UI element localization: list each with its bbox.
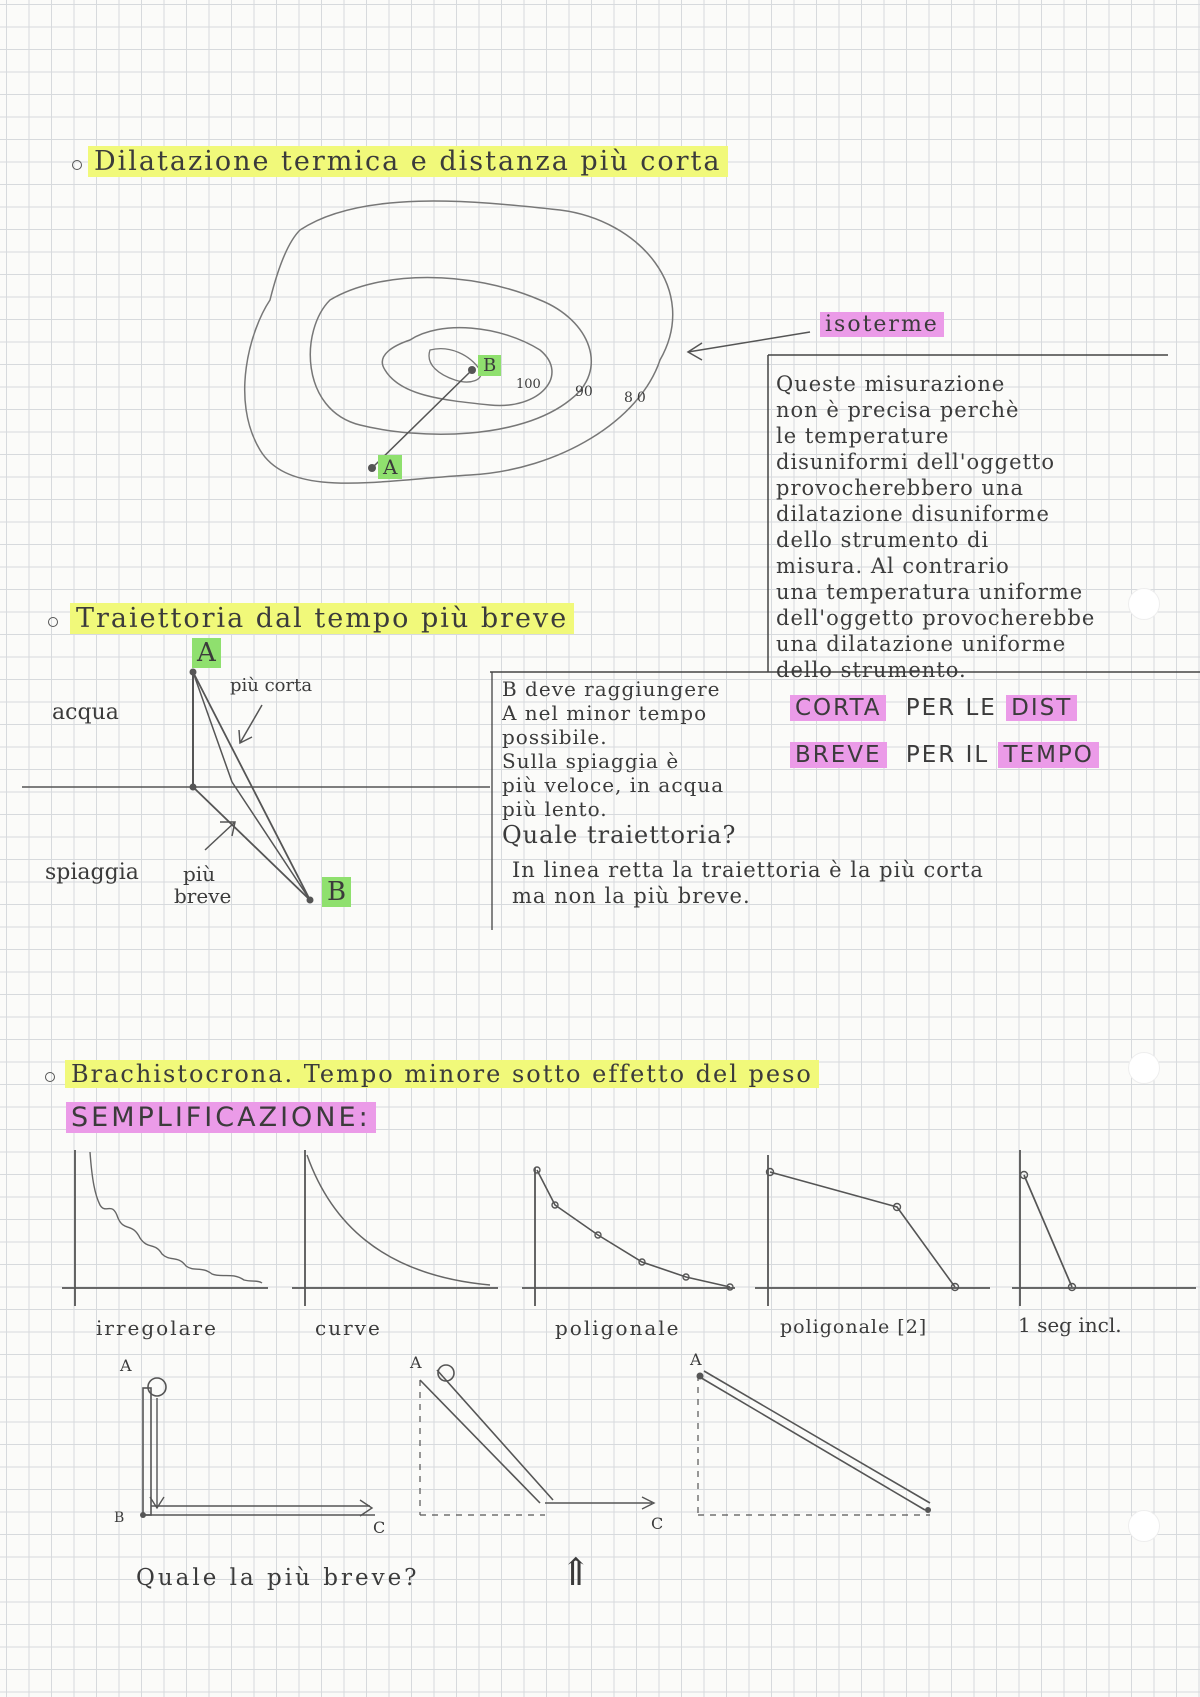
ramp-2-c: C — [651, 1514, 664, 1533]
tag-per-le: PER LE — [905, 695, 997, 721]
curve-single-segment — [1024, 1175, 1072, 1287]
ramp-1-ball — [148, 1378, 166, 1396]
ramp-1-vertical — [143, 1388, 151, 1515]
note-line: le temperature — [776, 424, 950, 448]
isoterme-arrow — [688, 332, 810, 352]
note-line: misura. Al contrario — [776, 554, 1010, 578]
tag-dist: DIST — [1006, 695, 1077, 721]
tag-tempo: TEMPO — [998, 742, 1098, 768]
label-piu: più — [183, 862, 216, 886]
note-line: una dilatazione uniforme — [776, 632, 1067, 656]
note-line: non è precisa perchè — [776, 398, 1020, 422]
isotherm-80 — [245, 201, 673, 483]
label-acqua: acqua — [52, 700, 119, 725]
iso-label-100: 100 — [516, 377, 541, 392]
curve-polygonal-2 — [770, 1172, 955, 1287]
binder-hole — [1128, 1052, 1160, 1084]
trajectory-text — [502, 677, 736, 849]
bullet-icon — [45, 1072, 55, 1082]
traj-point-b: B — [322, 877, 351, 907]
path-mid — [193, 672, 232, 782]
segment-ab — [372, 370, 472, 468]
tag-corta: CORTA — [790, 695, 886, 721]
traj-line: Quale traiettoria? — [502, 821, 737, 849]
ramp-1-a: A — [120, 1356, 132, 1375]
graph-label-poligonale-2: poligonale [2] — [780, 1316, 928, 1338]
traj-line: B deve raggiungere — [502, 677, 721, 701]
note-line: provocherebbero una — [776, 476, 1025, 500]
note-line: dell'oggetto provocherebbe — [776, 606, 1096, 630]
graph-label-irregolare: irregolare — [96, 1316, 218, 1340]
iso-label-90: 90 — [575, 384, 593, 400]
traj-line: Sulla spiaggia è — [502, 749, 680, 773]
point-a-dot — [368, 464, 376, 472]
curve-irregular — [90, 1152, 262, 1283]
note-line: Queste misurazione — [776, 372, 1006, 396]
note-line: dilatazione disuniforme — [776, 502, 1050, 526]
ramp-2-a: A — [410, 1353, 422, 1372]
point-b-label: B — [478, 355, 501, 376]
traj-line: più lento. — [502, 797, 608, 821]
heading-brachistocrone — [65, 1060, 819, 1088]
traj-line: più veloce, in acqua — [502, 773, 725, 797]
bullet-icon — [48, 617, 58, 627]
note-line: una temperatura uniforme — [776, 580, 1084, 604]
tag-row-2 — [790, 742, 1099, 768]
note-line: dello strumento di — [776, 528, 990, 552]
subheading-semplificazione: SEMPLIFICAZIONE: — [66, 1102, 376, 1133]
label-breve: breve — [174, 884, 232, 908]
graph-label-curve: curve — [315, 1316, 382, 1340]
traj-point-a: A — [192, 638, 221, 668]
ramp-1-b: B — [114, 1510, 125, 1526]
heading-trajectory: Traiettoria dal tempo più breve — [70, 603, 574, 634]
isotherm-100 — [382, 328, 552, 406]
binder-hole — [1128, 588, 1160, 620]
heading-brachi-1: Brachistocrona — [71, 1060, 285, 1088]
ramp-1-c: C — [373, 1518, 386, 1537]
traj-conclusion-1: In linea retta la traiettoria è la più corta — [512, 858, 984, 882]
tag-breve: BREVE — [790, 742, 887, 768]
label-spiaggia: spiaggia — [45, 860, 139, 885]
point-a-label: A — [378, 455, 402, 479]
tag-row-1 — [790, 695, 1077, 721]
arrow-piu-breve — [205, 822, 235, 850]
note-line: disuniformi dell'oggetto — [776, 450, 1056, 474]
isotherm-90 — [310, 278, 591, 435]
answer-arrow-icon: ⇑ — [560, 1550, 592, 1594]
path-mid2 — [232, 782, 310, 900]
graph-label-poligonale: poligonale — [555, 1316, 681, 1340]
heading-thermal: Dilatazione termica e distanza più corta — [88, 146, 728, 177]
curve-polygonal — [537, 1170, 730, 1287]
curve-smooth — [307, 1155, 490, 1285]
label-piu-corta: più corta — [230, 675, 313, 696]
isoterme-label: isoterme — [820, 312, 944, 337]
isotherm-core — [429, 349, 481, 382]
traj-line: possibile. — [502, 725, 608, 749]
point-b-dot — [468, 366, 476, 374]
question-text: Quale la più breve? — [136, 1565, 420, 1591]
note-box — [776, 372, 1186, 684]
traj-conclusion-2: ma non la più breve. — [512, 884, 751, 908]
traj-line: A nel minor tempo — [502, 701, 708, 725]
heading-brachi-2: . Tempo minore sotto effetto del peso — [284, 1060, 813, 1088]
binder-hole — [1128, 1510, 1160, 1542]
ramp-3-a: A — [690, 1350, 702, 1369]
note-line: dello strumento. — [776, 658, 967, 682]
tag-per-il: PER IL — [905, 742, 990, 768]
iso-label-80: 80 — [624, 390, 650, 406]
graph-label-1-seg-incl: 1 seg incl. — [1018, 1313, 1122, 1337]
